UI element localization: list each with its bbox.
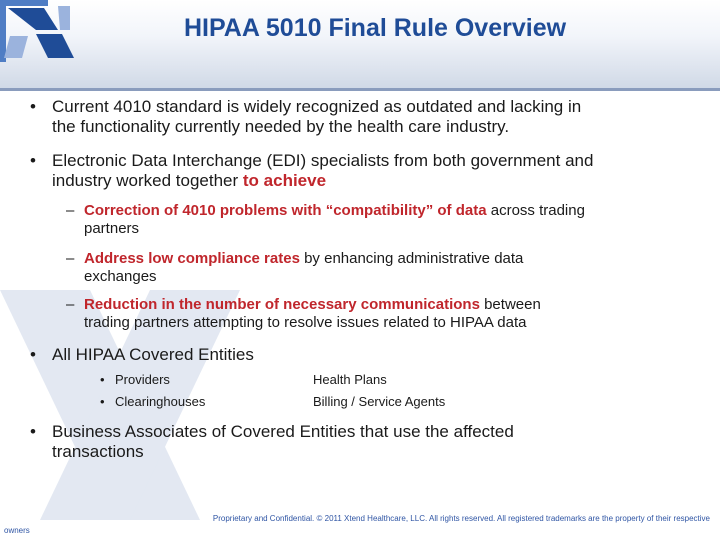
bullet-line: the functionality currently needed by the health care industry.: [52, 117, 510, 136]
highlight-text: Address low compliance rates: [84, 250, 300, 267]
list-item: Billing / Service Agents: [313, 394, 446, 409]
highlight-text: Correction of 4010 problems with “compatibility” of data: [84, 202, 487, 219]
bullet-current-4010: [30, 97, 582, 137]
highlight-text: Reduction in the number of necessary communications: [84, 296, 480, 313]
bullet-edi-specialists: [30, 151, 594, 191]
footer-copyright: Proprietary and Confidential. © 2011 Xtend Healthcare, LLC. All rights reserved. All registered trademarks are the property of their respective: [212, 514, 710, 523]
subbullet-dash: –: [66, 250, 75, 267]
subbullet-dash: –: [66, 296, 75, 313]
subbullet-correction: – Correction of 4010 problems with “compatibility” of data across trading partners: [66, 202, 585, 237]
bullet-dot: •: [30, 422, 36, 441]
bullet-line: industry worked together to achieve: [52, 171, 327, 190]
list-item: • Clearinghouses: [100, 394, 206, 409]
bullet-line: Current 4010 standard is widely recognized as outdated and lacking in: [52, 97, 582, 116]
bullet-line: Electronic Data Interchange (EDI) specialists from both government and: [52, 151, 594, 170]
list-item: • Providers: [100, 372, 170, 387]
header-divider: [0, 88, 720, 91]
xtend-x-logo-icon: [0, 0, 80, 72]
footer-copyright-continued: owners: [4, 526, 30, 535]
bullet-covered-entities: • All HIPAA Covered Entities: [30, 345, 254, 364]
highlight-text: to achieve: [242, 171, 327, 190]
bullet-dot: •: [30, 97, 36, 116]
slide-title: HIPAA 5010 Final Rule Overview: [183, 14, 567, 42]
entity-list-left: [100, 372, 206, 410]
bullet-business-associates: • Business Associates of Covered Entities that use the affected transactions: [30, 422, 514, 461]
entity-list-right: [313, 372, 445, 410]
list-item: Health Plans: [313, 372, 387, 387]
subbullet-dash: –: [66, 202, 75, 219]
bullet-dot: •: [30, 151, 36, 170]
subbullet-reduction: – Reduction in the number of necessary communications between trading partners attempting to resolve issues related to HIPAA data: [66, 296, 541, 331]
bullet-dot: •: [30, 345, 36, 364]
subbullet-compliance: – Address low compliance rates by enhancing administrative data exchanges: [66, 250, 524, 285]
